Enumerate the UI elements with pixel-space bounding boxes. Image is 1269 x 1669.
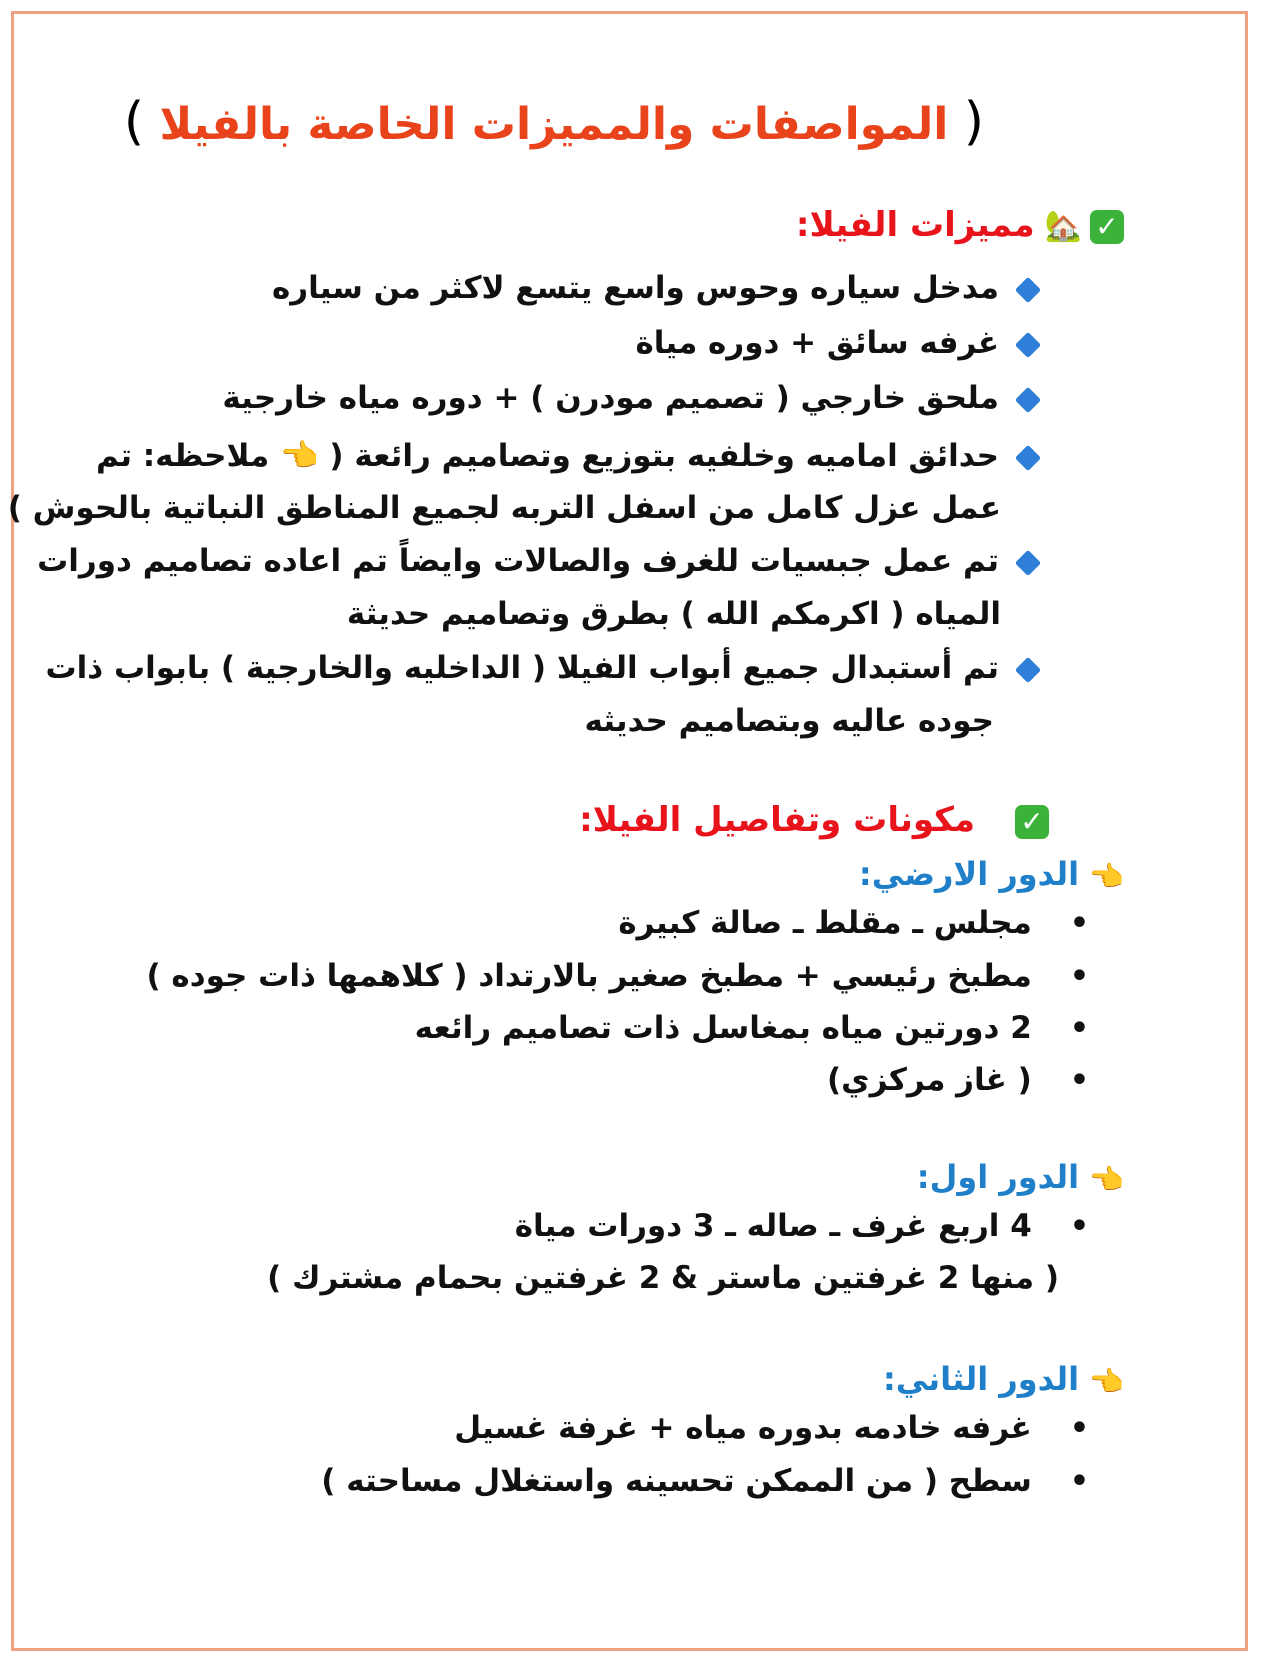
feature-text: عمل عزل كامل من اسفل التربه لجميع المناطق النباتية بالحوش )	[7, 490, 1001, 526]
components-heading	[579, 800, 1049, 840]
feature-text: ملحق خارجي ( تصميم مودرن ) + دوره مياه خارجية	[222, 380, 999, 416]
bullet-dot: •	[1069, 959, 1089, 994]
title-open-paren: (	[963, 92, 984, 152]
floor-item	[827, 1062, 1089, 1098]
pointing-hand-icon: 👈	[1089, 1162, 1124, 1196]
floor-title: الدور الثاني:	[882, 1360, 1080, 1398]
floor-heading-second	[883, 1360, 1124, 1398]
blue-diamond-icon	[1015, 331, 1041, 357]
bullet-dot: •	[1069, 1063, 1089, 1098]
blue-diamond-icon	[1015, 386, 1041, 412]
floor-title: الدور الارضي:	[858, 855, 1080, 893]
feature-text: حدائق اماميه وخلفيه بتوزيع وتصاميم رائعة ( 👈 ملاحظه: تم	[96, 438, 999, 474]
floor-item-text: مطبخ رئيسي + مطبخ صغير بالارتداد ( كلاهمها ذات جوده )	[146, 958, 1032, 994]
bullet-dot: •	[1069, 1209, 1089, 1244]
floor-item	[321, 1463, 1089, 1499]
bullet-dot: •	[1069, 1464, 1089, 1499]
floor-item-text: 2 دورتين مياه بمغاسل ذات تصاميم رائعه	[414, 1010, 1032, 1046]
feature-text: المياه ( اكرمكم الله ) بطرق وتصاميم حديثة	[346, 596, 1001, 632]
floor-note-text: ( منها 2 غرفتين ماستر & 2 غرفتين بحمام مشترك )	[267, 1260, 1059, 1296]
feature-item	[46, 650, 1040, 686]
blue-diamond-icon	[1015, 444, 1041, 470]
floor-item-note	[267, 1260, 1059, 1296]
pointing-hand-icon: 👈	[1089, 1364, 1124, 1398]
title-close-paren: )	[123, 92, 145, 152]
components-heading-text: مكونات وتفاصيل الفيلا:	[579, 800, 975, 840]
bullet-dot: •	[1069, 1411, 1089, 1446]
features-heading	[796, 205, 1124, 245]
feature-item	[37, 543, 1039, 579]
floor-item-text: غرفه خادمه بدوره مياه + غرفة غسيل	[454, 1410, 1032, 1446]
feature-item	[635, 325, 1039, 361]
feature-text: غرفه سائق + دوره مياة	[635, 325, 999, 361]
feature-text: جوده عاليه وبتصاميم حديثه	[584, 703, 994, 739]
floor-heading-ground	[859, 855, 1124, 893]
feature-item	[222, 380, 1039, 416]
bullet-dot: •	[1069, 1011, 1089, 1046]
floor-item-text: مجلس ـ مقلط ـ صالة كبيرة	[618, 905, 1032, 941]
features-heading-text: مميزات الفيلا:	[795, 205, 1035, 245]
floor-item	[618, 905, 1089, 941]
blue-diamond-icon	[1015, 276, 1041, 302]
page-title	[124, 92, 984, 152]
check-mark-icon: ✓	[1015, 805, 1049, 839]
floor-item	[146, 958, 1089, 994]
feature-item	[272, 270, 1039, 306]
feature-text: تم أستبدال جميع أبواب الفيلا ( الداخليه والخارجية ) بابواب ذات	[45, 650, 999, 686]
floor-item-text: 4 اربع غرف ـ صاله ـ 3 دورات مياة	[514, 1208, 1032, 1244]
blue-diamond-icon	[1015, 549, 1041, 575]
floor-title: الدور اول:	[916, 1158, 1080, 1196]
floor-item	[454, 1410, 1089, 1446]
floor-item	[515, 1208, 1089, 1244]
floor-item-text: سطح ( من الممكن تحسينه واستغلال مساحته )	[321, 1463, 1032, 1499]
blue-diamond-icon	[1015, 656, 1041, 682]
feature-item-continued	[347, 596, 1001, 632]
house-with-garden-icon: 🏡	[1044, 209, 1082, 244]
check-mark-icon: ✓	[1090, 210, 1124, 244]
feature-item	[96, 437, 1039, 474]
floor-item	[415, 1010, 1089, 1046]
title-text: المواصفات والمميزات الخاصة بالفيلا	[159, 99, 949, 150]
bullet-dot: •	[1069, 906, 1089, 941]
floor-heading-first	[917, 1158, 1124, 1196]
feature-item-continued	[8, 490, 1001, 526]
feature-text: تم عمل جبسيات للغرف والصالات وايضاً تم اعاده تصاميم دورات	[37, 543, 999, 579]
pointing-hand-icon: 👈	[1089, 859, 1124, 893]
feature-text: مدخل سياره وحوس واسع يتسع لاكثر من سياره	[271, 270, 999, 306]
feature-item-continued	[584, 703, 994, 739]
floor-item-text: ( غاز مركزي)	[827, 1062, 1032, 1098]
